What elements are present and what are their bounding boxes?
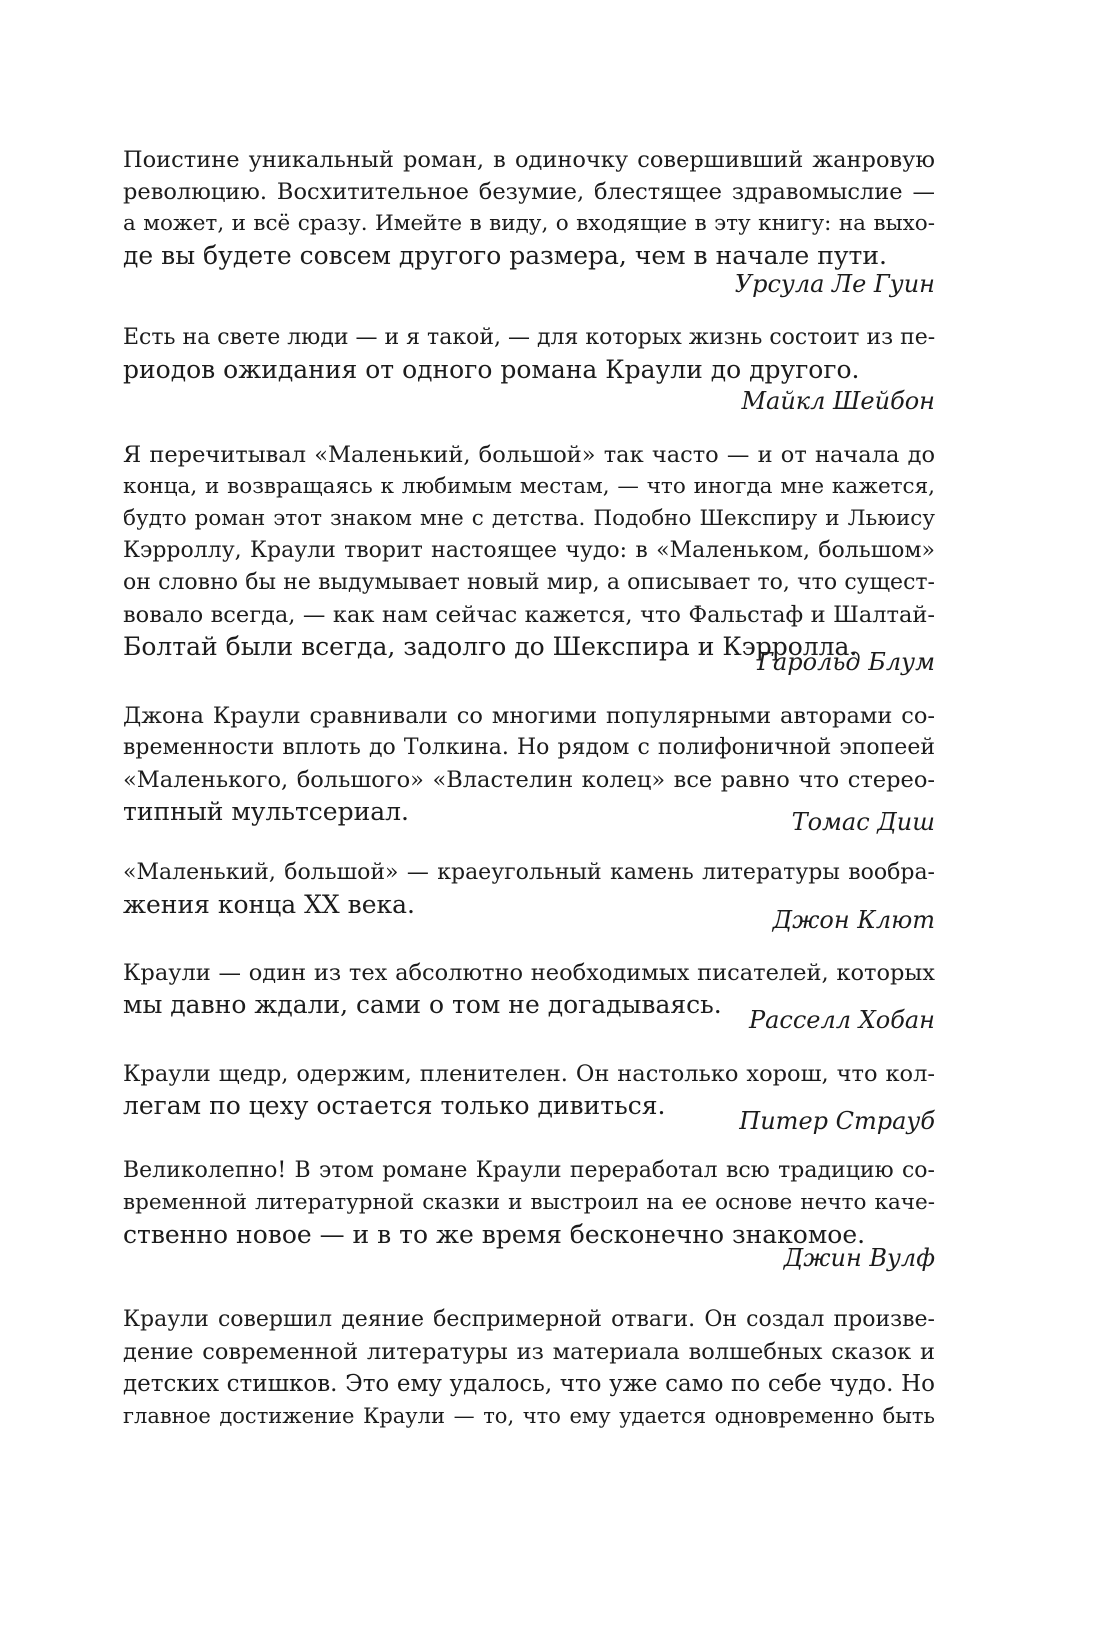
- quote-line: мы давно ждали, сами о том не догадываясь.: [123, 990, 722, 1019]
- quote-line: ственно новое — и в то же время бесконечно знакомое.: [123, 1220, 866, 1249]
- quote-line: будто роман этот знаком мне с детства. Подобно Шекспиру и Льюису: [123, 506, 935, 531]
- quote-author: Расселл Хобан: [748, 1006, 935, 1034]
- quote-line: временности вплоть до Толкина. Но рядом с полифоничной эпопеей: [123, 735, 935, 760]
- quote-line: «Маленького, большого» «Властелин колец» все равно что стерео-: [123, 767, 935, 793]
- quote-line: Краули щедр, одержим, пленителен. Он настолько хорош, что кол-: [123, 1061, 935, 1087]
- quote-8: [123, 1155, 935, 1251]
- quote-line: «Маленький, большой» — краеугольный камень литературы вообра-: [123, 860, 935, 885]
- quote-line: конца, и возвращаясь к любимым местам, — что иногда мне кажется,: [123, 474, 935, 499]
- quote-line: Великолепно! В этом романе Краули переработал всю традицию со-: [123, 1158, 935, 1183]
- quote-9: [123, 1304, 935, 1432]
- quote-author: Джин Вулф: [783, 1244, 935, 1272]
- quote-line: вовало всегда, — как нам сейчас кажется, что Фальстаф и Шалтай-: [123, 602, 935, 628]
- quote-line: де вы будете совсем другого размера, чем в начале пути.: [123, 241, 888, 270]
- quote-line: жения конца XX века.: [123, 890, 415, 919]
- quote-line: революцию. Восхитительное безумие, блестящее здравомыслие —: [123, 179, 935, 205]
- quote-line: главное достижение Краули — то, что ему удается одновременно быть: [123, 1404, 935, 1428]
- quote-line: детских стишков. Это ему удалось, что уже само по себе чудо. Но: [123, 1371, 935, 1397]
- quote-line: Джона Краули сравнивали со многими популярными авторами со-: [123, 703, 935, 729]
- quote-author: Питер Страуб: [739, 1107, 935, 1135]
- quote-line: Поистине уникальный роман, в одиночку совершивший жанровую: [123, 147, 935, 173]
- quote-author: Томас Диш: [791, 808, 935, 836]
- quote-line: типный мультсериал.: [123, 797, 409, 826]
- quote-line: а может, и всё сразу. Имейте в виду, о входящие в эту книгу: на выхо-: [123, 211, 935, 236]
- quote-1: [123, 144, 935, 272]
- quote-author: Урсула Ле Гуин: [734, 270, 935, 298]
- quote-line: дение современной литературы из материала волшебных сказок и: [123, 1339, 935, 1365]
- quote-line: Есть на свете люди — и я такой, — для которых жизнь состоит из пе-: [123, 325, 936, 350]
- quote-line: Краули — один из тех абсолютно необходимых писателей, которых: [123, 960, 935, 986]
- quote-line: Краули совершил деяние беспримерной отваги. Он создал произве-: [123, 1307, 935, 1332]
- quote-line: временной литературной сказки и выстроил на ее основе нечто каче-: [123, 1190, 935, 1215]
- quote-line: Я перечитывал «Маленький, большой» так часто — и от начала до: [123, 442, 935, 468]
- quote-author: Джон Клют: [772, 906, 935, 934]
- quote-line: он словно бы не выдумывает новый мир, а описывает то, что сущест-: [123, 570, 935, 595]
- quote-2: [123, 322, 935, 386]
- quote-line: Кэрроллу, Краули творит настоящее чудо: в «Маленьком, большом»: [123, 538, 935, 563]
- quote-line: Болтай были всегда, задолго до Шекспира и Кэрролла.: [123, 632, 858, 661]
- quote-author: Гарольд Блум: [757, 648, 935, 676]
- quote-line: риодов ожидания от одного романа Краули до другого.: [123, 355, 860, 384]
- quote-author: Майкл Шейбон: [741, 387, 935, 415]
- quote-line: легам по цеху остается только дивиться.: [123, 1091, 666, 1120]
- quote-3: [123, 439, 935, 663]
